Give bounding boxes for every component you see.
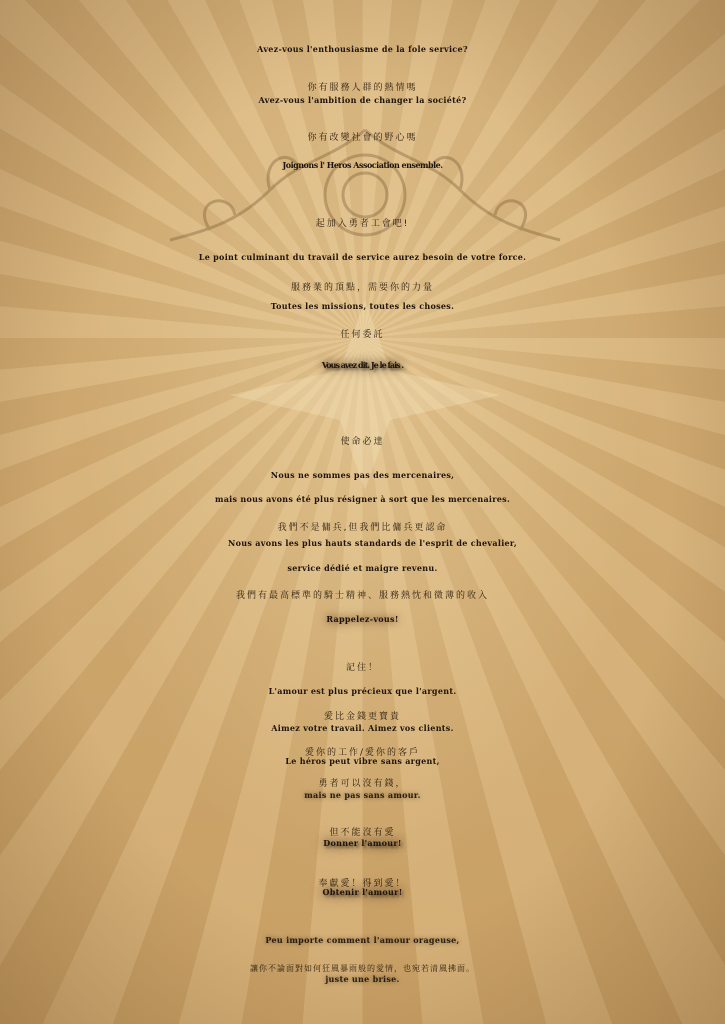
without-love-line: mais ne pas sans amour.	[304, 790, 421, 800]
remember-heading: Rappelez-vous!	[326, 614, 399, 624]
give-love-line: Donner l'amour!	[323, 838, 402, 848]
main-slogan-translation: 起加入勇者工會吧!	[315, 219, 410, 229]
service-line-translation: 服務業的頂點，需要你的力量	[290, 283, 434, 293]
obtain-love-line: Obtenir l'amour!	[322, 887, 403, 897]
motto-line: Vous avez dit. Je le fais .	[321, 360, 404, 370]
chevalier-line-1: Nous avons les plus hauts standards de l'esprit de chevalier,	[228, 538, 517, 548]
breeze-line: juste une brise.	[325, 974, 400, 984]
love-precious-translation: 愛比金錢更寶貴	[323, 712, 401, 722]
hero-money-line: Le héros peut vibre sans argent,	[285, 756, 440, 766]
headline-line-2: Avez-vous l'ambition de changer la société?	[258, 95, 467, 105]
headline-line-2-translation: 你有改變社會的野心嗎	[307, 133, 418, 143]
main-slogan: Joignons l' Heros Association ensemble.	[282, 160, 443, 170]
missions-line: Toutes les missions, toutes les choses.	[270, 301, 455, 311]
hero-money-translation: 勇者可以沒有錢，	[318, 779, 407, 789]
storm-love-translation: 讓你不論面對如何狂風暴雨般的愛情，也宛若清風拂面。	[250, 964, 475, 973]
mercenaries-translation: 我們不是傭兵,但我們比傭兵更認命	[277, 523, 448, 533]
remember-translation: 記住！	[345, 663, 379, 673]
chevalier-line-2: service dédié et maigre revenu.	[287, 563, 438, 573]
love-work-line: Aimez votre travail. Aimez vos clients.	[271, 723, 454, 733]
mercenaries-line-1: Nous ne sommes pas des mercenaires,	[270, 470, 455, 480]
love-work-translation: 愛你的工作/愛你的客戶	[304, 748, 421, 758]
mercenaries-line-2: mais nous avons été plus résigner à sort que les mercenaires.	[214, 494, 511, 504]
motto-line-translation: 使命必達	[340, 437, 385, 447]
storm-love-line: Peu importe comment l'amour orageuse,	[265, 935, 460, 945]
service-line: Le point culminant du travail de service aurez besoin de votre force.	[198, 252, 527, 262]
without-love-translation: 但不能沒有愛	[329, 828, 396, 838]
love-precious-line: L'amour est plus précieux que l'argent.	[268, 686, 457, 696]
headline-line-1-translation: 你有服務人群的熱情嗎	[307, 83, 418, 93]
chevalier-translation: 我們有最高標準的騎士精神、服務熱忱和微薄的收入	[235, 591, 489, 601]
headline-line-1: Avez-vous l'enthousiasme de la fole service?	[257, 44, 468, 54]
give-love-translation: 奉獻愛！得到愛！	[318, 879, 407, 889]
missions-line-translation: 任何委託	[340, 330, 385, 340]
